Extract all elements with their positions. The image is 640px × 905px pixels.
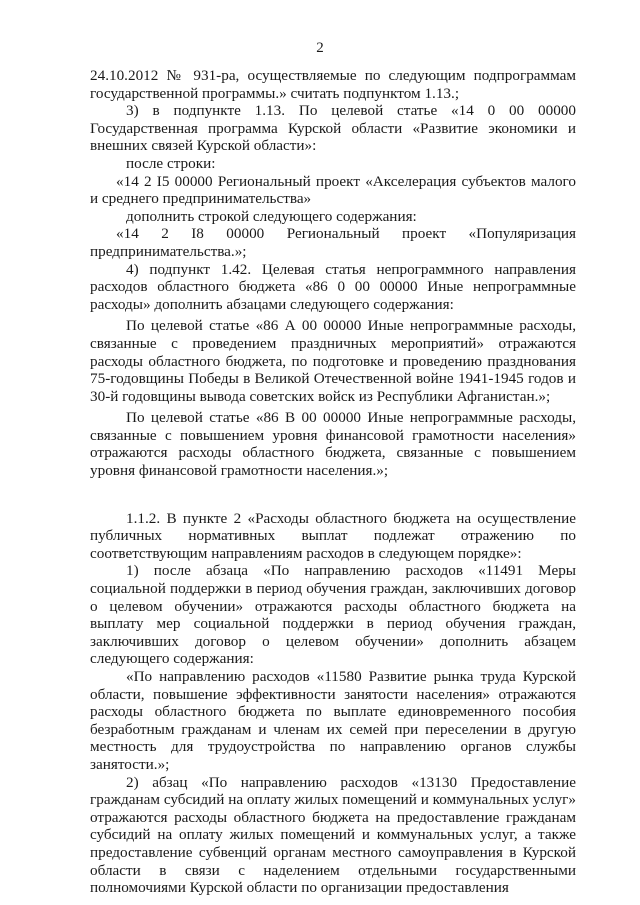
paragraph-sub-item-1: 1) после абзаца «По направлению расходов «11491 Меры социальной поддержки в период обучения граждан, заключивших договор о целевом обучении» отражаются расходы областного бюджета на выплату мер социальной поддержки в период обучения граждан, заключивших договор о целевом обучении» дополнить абзацем следующего содержания: (90, 562, 576, 668)
spacer (90, 480, 576, 510)
paragraph-direction-11580: «По направлению расходов «11580 Развитие рынка труда Курской области, повышение эффективности занятости населения» отражаются расходы областного бюджета по выплате единовременного пособия безработным гражданам и членам их семей при переселении в другую местность для трудоустройства по направлению органов службы занятости.»; (90, 668, 576, 773)
paragraph-section-1-1-2: 1.1.2. В пункте 2 «Расходы областного бюджета на осуществление публичных нормативных выплат подлежат отражению по соответствующим направлениям расходов в следующем порядке»: (90, 509, 576, 562)
document-body (90, 67, 576, 897)
paragraph-item-4: 4) подпункт 1.42. Целевая статья непрограммного направления расходов областного бюджета «86 0 00 00000 Иные непрограммные расходы» дополнить абзацами следующего содержания: (90, 260, 576, 313)
paragraph-item-3: 3) в подпункте 1.13. По целевой статье «14 0 00 00000 Государственная программа Курской области «Развитие экономики и внешних связей Курской области»: (90, 102, 576, 155)
paragraph-quoted-line-14-2-i5: «14 2 I5 00000 Региональный проект «Акселерация субъектов малого и среднего предпринимательства» (90, 172, 576, 208)
page-number: 2 (316, 40, 324, 56)
paragraph-continuation: 24.10.2012 № 931-ра, осуществляемые по следующим подпрограммам государственной программы.» считать подпунктом 1.13.; (90, 67, 576, 102)
paragraph-target-86a: По целевой статье «86 А 00 00000 Иные непрограммные расходы, связанные с проведением праздничных мероприятий» отражаются расходы областного бюджета, по подготовке и проведению празднования 75-годовщины Победы в Великой Отечественной войне 1941-1945 годов и 30-й годовщины вывода советских войск из Республики Афганистан.»; (90, 317, 576, 405)
paragraph-add-line: дополнить строкой следующего содержания: (126, 207, 417, 225)
paragraph-sub-item-2: 2) абзац «По направлению расходов «13130 Предоставление гражданам субсидий на оплату жилых помещений и коммунальных услуг» отражаются расходы областного бюджета на предоставление гражданам субсидий на оплату жилых помещений и коммунальных услуг, а также предоставление субвенций органам местного самоуправления в Курской области в связи с наделением отдельными государственными полномочиями Курской области по организации предоставления (90, 773, 576, 897)
paragraph-target-86b: По целевой статье «86 В 00 00000 Иные непрограммные расходы, связанные с повышением уровня финансовой грамотности населения» отражаются расходы областного бюджета, связанные с повышением уровня финансовой грамотности населения.»; (90, 409, 576, 480)
paragraph-quoted-line-14-2-i8: «14 2 I8 00000 Региональный проект «Популяризация предпринимательства.»; (90, 225, 576, 260)
paragraph-after-line: после строки: (126, 154, 216, 172)
